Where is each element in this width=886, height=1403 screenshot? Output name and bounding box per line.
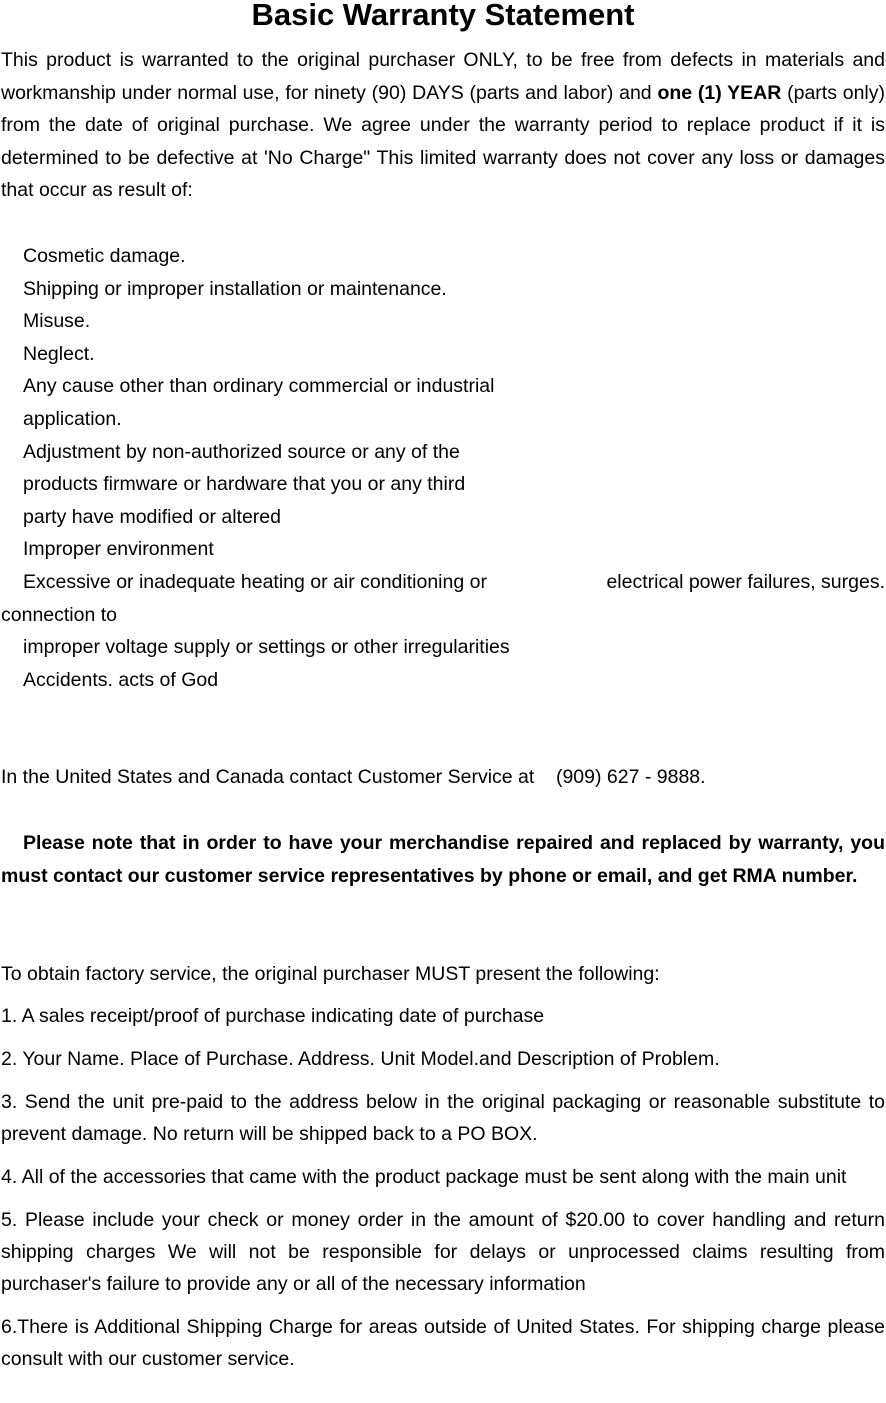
exclusion-split-tail: connection to: [1, 603, 118, 626]
exclusion-item: Neglect.: [23, 342, 95, 365]
service-steps: [1, 1000, 885, 1386]
exclusion-item: Shipping or improper installation or maintenance.: [23, 277, 447, 300]
exclusion-item: Any cause other than ordinary commercial or industrial: [23, 375, 495, 398]
exclusion-item: products firmware or hardware that you or any third: [23, 473, 466, 496]
exclusion-item: Cosmetic damage.: [23, 245, 186, 267]
service-step: 3. Send the unit pre-paid to the address below in the original packaging or reasonable substitute to prevent damage. No return will be shipped back to a PO BOX.: [1, 1091, 885, 1145]
exclusion-item: Accidents. acts of God: [23, 668, 219, 691]
exclusion-split-right: electrical power failures, surges.: [606, 570, 885, 593]
service-step: 2. Your Name. Place of Purchase. Address. Unit Model.and Description of Problem.: [1, 1048, 720, 1070]
intro-bold-year: one (1) YEAR: [657, 81, 782, 104]
exclusion-split-left: Excessive or inadequate heating or air conditioning or: [23, 570, 487, 593]
intro-text-1: This product is warranted to the original purchaser ONLY, to be free from defects in materials and workmanship under normal use, for ninety (90) DAYS (parts and labor) and: [1, 49, 885, 104]
page-title: Basic Warranty Statement: [251, 0, 635, 32]
intro-paragraph: [1, 44, 885, 207]
service-step: 4. All of the accessories that came with the product package must be sent along with the main unit: [1, 1166, 847, 1188]
intro-text-2: (parts only) from the date of original purchase. We agree under the warranty period to replace product if it is determined to be defective at 'No Charge" This limited warranty does not cover any loss or damages that occur as result of:: [1, 81, 885, 202]
exclusion-item: Improper environment: [23, 538, 214, 561]
exclusion-item: application.: [23, 407, 122, 430]
service-step: 1. A sales receipt/proof of purchase indicating date of purchase: [1, 1005, 545, 1027]
exclusion-item: improper voltage supply or settings or other irregularities: [23, 636, 510, 659]
exclusion-item: Adjustment by non-authorized source or any of the: [23, 440, 460, 463]
obtain-service-intro: To obtain factory service, the original purchaser MUST present the following:: [1, 963, 660, 985]
exclusion-item: party have modified or altered: [23, 505, 281, 528]
exclusion-item-split: [1, 566, 885, 599]
contact-line: In the United States and Canada contact Customer Service at (909) 627 - 9888.: [1, 766, 706, 788]
service-step: 5. Please include your check or money order in the amount of $20.00 to cover handling and return shipping charges We will not be responsible for delays or unprocessed claims resulting from purchaser's failure to provide any or all of the necessary information: [1, 1209, 885, 1295]
rma-notice: Please note that in order to have your merchandise repaired and replaced by warranty, you must contact our customer service representatives by phone or email, and get RMA number.: [1, 832, 885, 887]
exclusion-list: [1, 240, 885, 696]
service-step: 6.There is Additional Shipping Charge for areas outside of United States. For shipping charge please consult with our customer service.: [1, 1316, 885, 1370]
exclusion-item: Misuse.: [23, 310, 91, 333]
